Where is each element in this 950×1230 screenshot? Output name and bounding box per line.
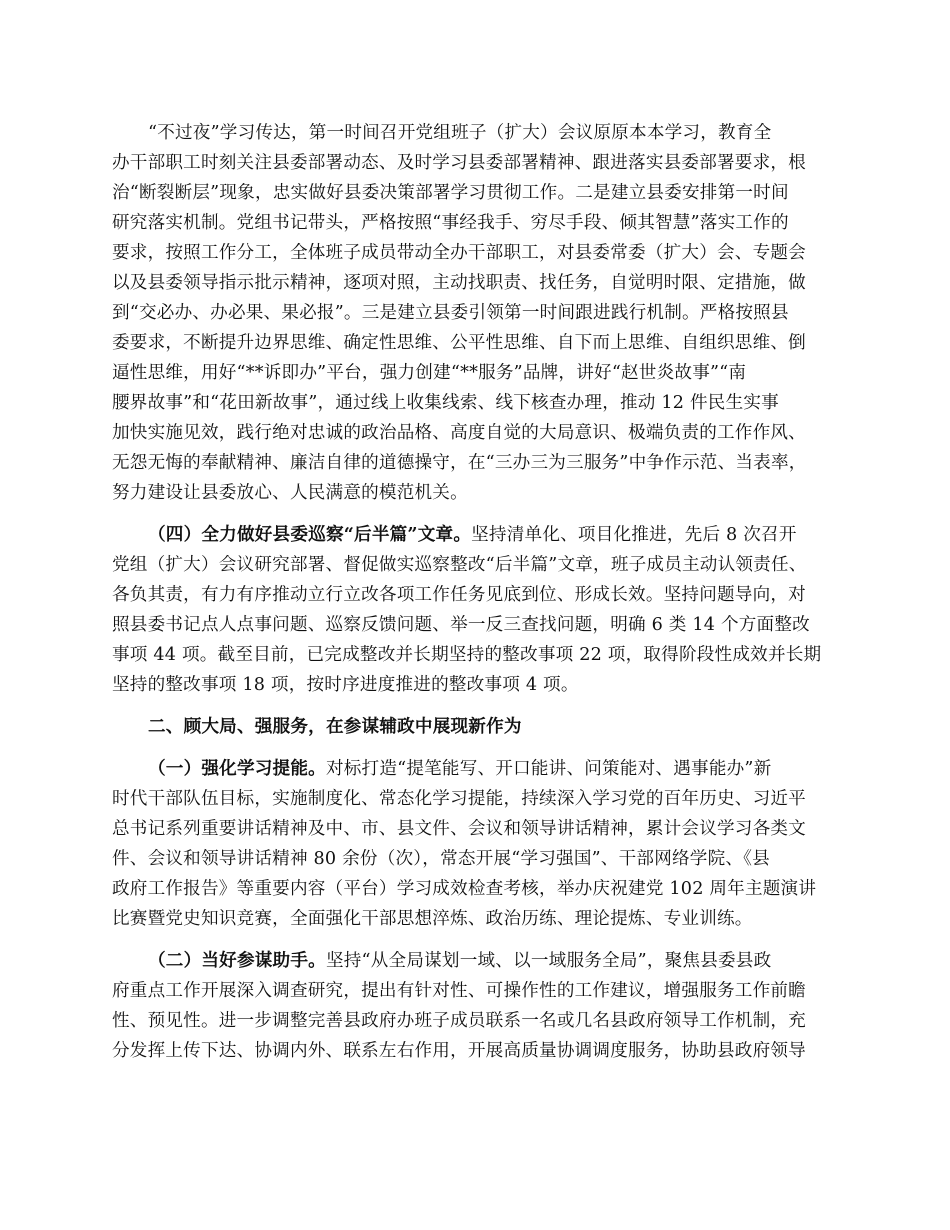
text-line: 要求，按照工作分工，全体班子成员带动全办干部职工，对县委常委（扩大）会、专题会: [112, 243, 806, 263]
text-line: 研究落实机制。党组书记带头，严格按照“事经我手、穷尽手段、倾其智慧”落实工作的: [112, 213, 789, 233]
text-run: 坚持“从全局谋划一域、以一域服务全局”，聚焦县委县政: [325, 951, 772, 971]
text-line: 件、会议和领导讲话精神 80 余份（次），常态开展“学习强国”、干部网络学院、《县: [112, 849, 770, 869]
document-page: [112, 118, 838, 1066]
subsection-heading: （四）全力做好县委巡察“后半篇”文章。: [148, 524, 472, 545]
text-line: [112, 520, 838, 550]
subsection-heading: （一）强化学习提能。: [148, 758, 326, 779]
text-line: 以及县委领导指示批示精神，逐项对照，主动找职责、找任务，自觉明时限、定措施，做: [112, 273, 806, 293]
text-line: 府重点工作开展深入调查研究，提出有针对性、可操作性的工作建议，增强服务工作前瞻: [112, 981, 806, 1001]
text-run: 坚持清单化、项目化推进，先后 8 次召开: [471, 525, 797, 545]
paragraph-continuation: [112, 118, 838, 508]
text-line: 性、预见性。进一步调整完善县政府办班子成员联系一名或几名县政府领导工作机制，充: [112, 1011, 806, 1031]
text-line: “不过夜”学习传达，第一时间召开党组班子（扩大）会议原原本本学习，教育全: [148, 123, 772, 143]
text-line: 分发挥上传下达、协调内外、联系左右作用，开展高质量协调调度服务，协助县政府领导: [112, 1041, 806, 1061]
text-run: 对标打造“提笔能写、开口能讲、问策能对、遇事能办”新: [325, 759, 772, 779]
text-line: 政府工作报告》等重要内容（平台）学习成效检查考核，举办庆祝建党 102 周年主题演讲: [112, 879, 817, 899]
text-line: 总书记系列重要讲话精神及中、市、县文件、会议和领导讲话精神，累计会议学习各类文: [112, 819, 806, 839]
subsection-heading: （二）当好参谋助手。: [148, 950, 326, 971]
text-line: 到“交必办、办必果、果必报”。三是建立县委引领第一时间跟进践行机制。严格按照县: [112, 303, 789, 323]
text-line: [112, 946, 838, 976]
section-title: 二、顾大局、强服务，在参谋辅政中展现新作为: [148, 716, 522, 737]
text-line: 无怨无悔的奉献精神、廉洁自律的道德操守，在“三办三为三服务”中争作示范、当表率，: [112, 453, 807, 473]
paragraph-study: [112, 754, 838, 934]
text-line: 逼性思维，用好“**诉即办”平台，强力创建“**服务”品牌，讲好“赵世炎故事”“南: [112, 363, 747, 383]
paragraph-inspection: [112, 520, 838, 700]
text-line: 坚持的整改事项 18 项，按时序进度推进的整改事项 4 项。: [112, 675, 579, 695]
text-line: 事项 44 项。截至目前，已完成整改并长期坚持的整改事项 22 项，取得阶段性成效并长期: [112, 645, 822, 665]
text-line: [112, 754, 838, 784]
text-line: 各负其责，有力有序推动立行立改各项工作任务见底到位、形成长效。坚持问题导向，对: [112, 585, 806, 605]
text-line: 党组（扩大）会议研究部署、督促做实巡察整改“后半篇”文章，班子成员主动认领责任、: [112, 555, 807, 575]
text-line: 腰界故事”和“花田新故事”，通过线上收集线索、线下核查办理，推动 12 件民生实事: [112, 393, 779, 413]
text-line: 加快实施见效，践行绝对忠诚的政治品格、高度自觉的大局意识、极端负责的工作作风、: [112, 423, 806, 443]
paragraph-advisor: [112, 946, 838, 1066]
section-heading: [112, 712, 838, 742]
text-line: 照县委书记点人点事问题、巡察反馈问题、举一反三查找问题，明确 6 类 14 个方面整改: [112, 615, 810, 635]
text-line: 时代干部队伍目标，实施制度化、常态化学习提能，持续深入学习党的百年历史、习近平: [112, 789, 806, 809]
text-line: 努力建设让县委放心、人民满意的模范机关。: [112, 483, 468, 503]
text-line: 委要求，不断提升边界思维、确定性思维、公平性思维、自下而上思维、自组织思维、倒: [112, 333, 806, 353]
text-line: 比赛暨党史知识竞赛，全面强化干部思想淬炼、政治历练、理论提炼、专业训练。: [112, 909, 753, 929]
text-line: 治“断裂断层”现象，忠实做好县委决策部署学习贯彻工作。二是建立县委安排第一时间: [112, 183, 789, 203]
text-line: 办干部职工时刻关注县委部署动态、及时学习县委部署精神、跟进落实县委部署要求，根: [112, 153, 806, 173]
